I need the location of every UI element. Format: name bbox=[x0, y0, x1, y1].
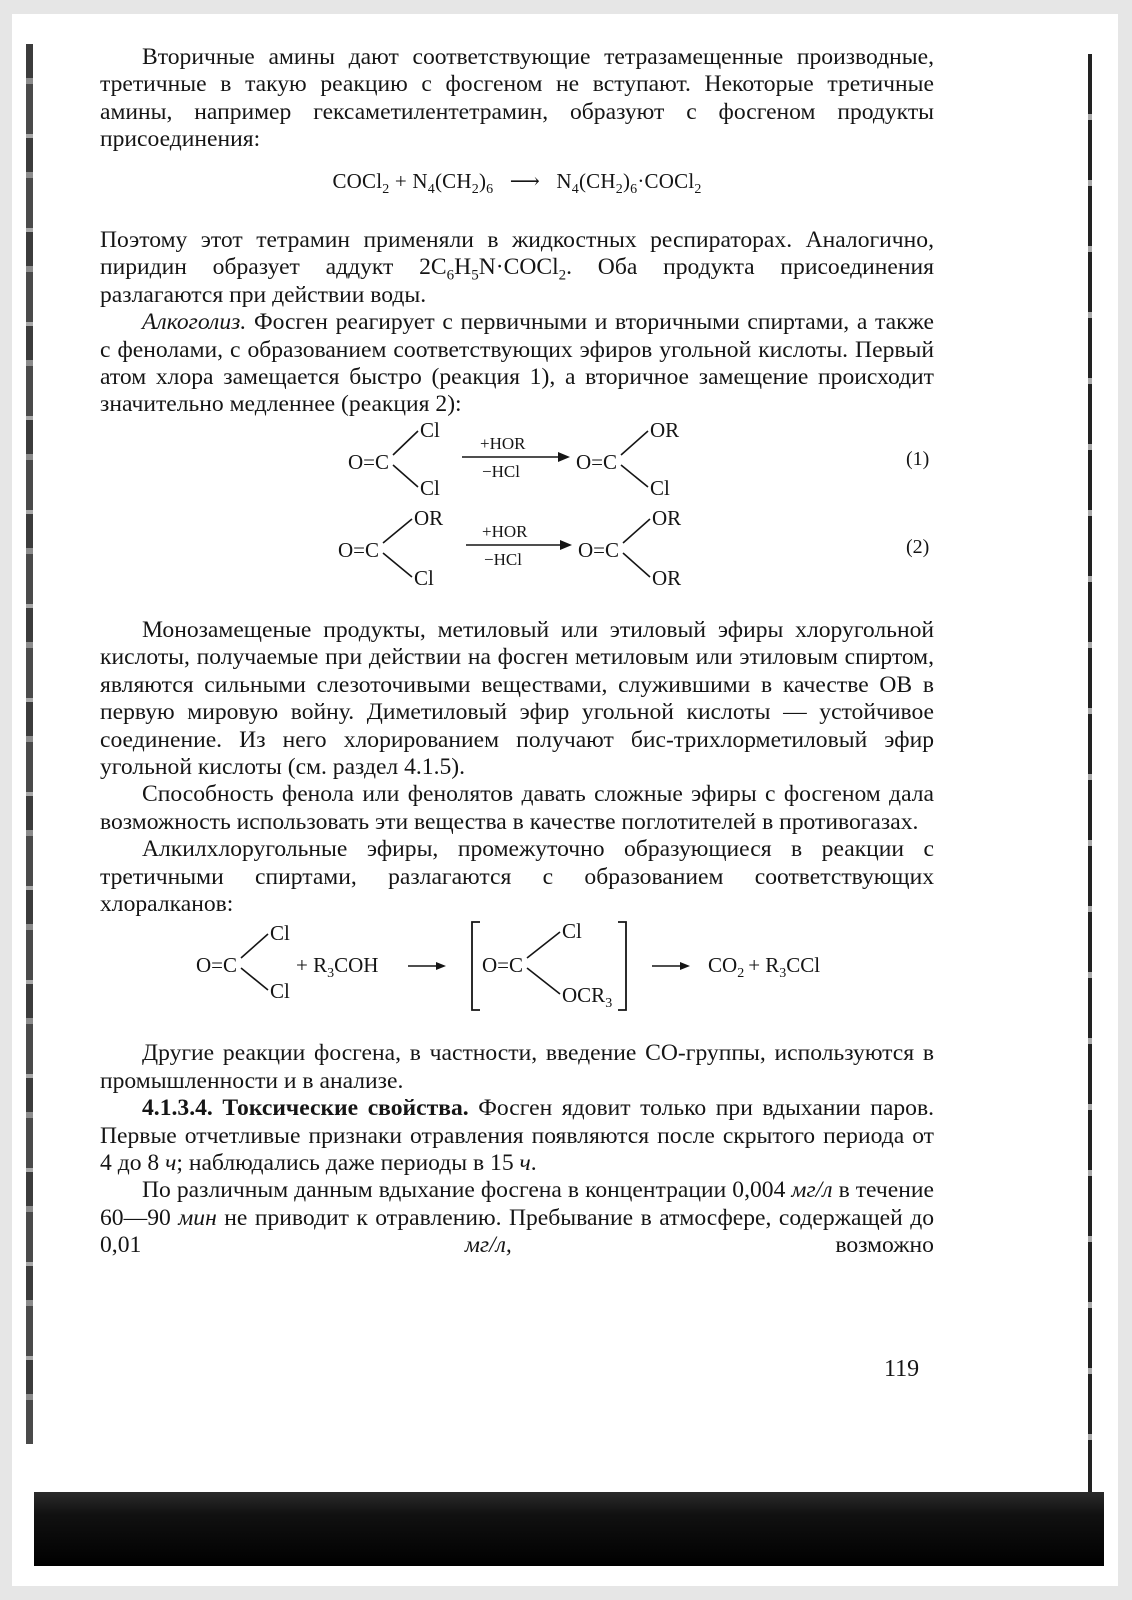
r3-arrow2-head bbox=[680, 962, 690, 970]
r2-or-top: OR bbox=[414, 505, 444, 530]
r2-arrow-head bbox=[560, 540, 572, 550]
paragraph-amines: Вторичные амины дают соответствующие тетразамещенные производные, третичные в такую реакцию с фосгеном не вступают. Некоторые третичные амины, например гексаметилентетрамин, образуют с фосгеном продукты присоединения: bbox=[100, 44, 934, 153]
page-text bbox=[100, 44, 934, 1260]
paragraph-phenol: Способность фенола или фенолятов давать сложные эфиры с фосгеном дала возможность использовать эти вещества в качестве поглотителей в противогазах. bbox=[100, 781, 934, 835]
r1-bond-bottom bbox=[393, 465, 418, 487]
r3-bond-bottom bbox=[241, 968, 268, 990]
r2-right-oc: O=C bbox=[578, 537, 620, 562]
paragraph-toxicity: 4.1.3.4. Токсические свойства. Фосген ядовит только при вдыхании паров. Первые отчетливые признаки отравления появляются после скрытого периода от 4 до 8 ч; наблюдались даже периоды в 15 ч. bbox=[100, 1095, 934, 1176]
r2-or-right-top: OR bbox=[652, 505, 682, 530]
r3-cl-bottom: Cl bbox=[270, 979, 290, 1004]
toxicity-heading: 4.1.3.4. Токсические свойства. bbox=[142, 1095, 469, 1122]
paragraph-other-reactions: Другие реакции фосгена, в частности, введение CO-группы, используются в промышленности и в анализе. bbox=[100, 1040, 934, 1094]
r1-cl-top: Cl bbox=[420, 418, 440, 442]
r2-bond-top bbox=[383, 519, 412, 543]
r2-number: (2) bbox=[906, 535, 930, 558]
r1-above-arrow: +HOR bbox=[480, 433, 526, 453]
r2-right-bond-top bbox=[623, 519, 650, 543]
r3-cl-top: Cl bbox=[270, 921, 290, 946]
r3-bracket-left bbox=[472, 922, 480, 1010]
paragraph-alkylchlorocarbonates: Алкилхлоругольные эфиры, промежуточно образующиеся в реакции с третичными спиртами, разлагаются с образованием соответствующих хлоралканов: bbox=[100, 836, 934, 917]
r1-left-oc: O=C bbox=[348, 449, 390, 474]
r2-below-arrow: −HCl bbox=[484, 549, 522, 569]
r3-arrow1-head bbox=[436, 962, 446, 970]
r3-inner-ocr: $OCR_3$ bbox=[562, 983, 613, 1012]
reaction-3 bbox=[100, 918, 934, 1020]
r2-right-bond-bottom bbox=[623, 553, 650, 577]
r3-bracket-right bbox=[618, 922, 626, 1010]
reaction-1 bbox=[100, 419, 934, 505]
paragraph-concentration: По различным данным вдыхание фосгена в концентрации 0,004 мг/л в течение 60—90 мин не приводит к отравлению. Пребывание в атмосфере, содержащей до 0,01 мг/л, возможно bbox=[100, 1177, 935, 1259]
r1-right-bond-top bbox=[621, 431, 648, 455]
r2-left-oc: O=C bbox=[338, 537, 380, 562]
r3-inner-cl: Cl bbox=[562, 919, 582, 944]
reaction-2 bbox=[100, 505, 934, 603]
r1-below-arrow: −HCl bbox=[482, 461, 520, 481]
r1-or-top: OR bbox=[650, 418, 680, 442]
r3-reagent: + $R_3COH$ bbox=[296, 953, 379, 982]
formula-hexamine-adduct: COCl$_2$ + $N_4(CH_2)_6$ ⟶ $N_4(CH_2)_6\cdot COCl_2$ bbox=[332, 168, 702, 197]
r1-cl-right: Cl bbox=[650, 475, 670, 500]
r1-cl-bottom: Cl bbox=[420, 475, 440, 500]
r1-number: (1) bbox=[906, 447, 930, 470]
r1-right-bond-bottom bbox=[621, 465, 648, 487]
r3-inner-bond-bottom bbox=[527, 968, 560, 994]
r2-above-arrow: +HOR bbox=[482, 521, 528, 541]
r2-cl-bottom: Cl bbox=[414, 565, 434, 590]
alcoholysis-heading: Алкоголиз. bbox=[142, 309, 247, 336]
paragraph-monosubstituted: Монозамещеные продукты, метиловый или этиловый эфиры хлоругольной кислоты, получаемые при действии на фосген метиловым или этиловым спиртом, являются сильными слезоточивыми веществами, служившими в качестве ОВ в первую мировую войну. Диметиловый эфир угольной кислоты — устойчивое соединение. Из него хлорированием получают бис-трихлорметиловый эфир угольной кислоты (см. раздел 4.1.5). bbox=[100, 616, 934, 780]
r3-inner-oc: O=C bbox=[482, 953, 524, 978]
paragraph-alcoholysis: Алкоголиз. Фосген реагирует с первичными и вторичными спиртами, а также с фенолами, с образованием соответствующих эфиров угольной кислоты. Первый атом хлора замещается быстро (реакция 1), а вторичное замещение происходит значительно медленнее (реакция 2): bbox=[100, 309, 934, 418]
r1-bond-top bbox=[393, 431, 418, 455]
r3-bond-top bbox=[241, 934, 268, 958]
scan-bottom-edge-shadow bbox=[34, 1492, 1104, 1566]
r2-bond-bottom bbox=[383, 553, 412, 577]
r3-left-oc: O=C bbox=[196, 953, 238, 978]
page-number: 119 bbox=[884, 1356, 920, 1382]
r2-or-right-bottom: OR bbox=[652, 565, 682, 590]
formula-arrow: ⟶ bbox=[509, 168, 541, 193]
r3-inner-bond-top bbox=[527, 932, 560, 958]
r3-products: $CO_2 + R_3CCl$ bbox=[708, 953, 821, 982]
scan-right-edge-shadow bbox=[1088, 54, 1092, 1494]
paragraph-pyridine: Поэтому этот тетрамин применяли в жидкостных респираторах. Аналогично, пиридин образует аддукт $2C_6H_5N\cdot COCl_2$. Оба продукта присоединения разлагаются при действии воды. bbox=[100, 227, 934, 308]
scan-left-edge-shadow bbox=[26, 44, 33, 1444]
r1-arrow-head bbox=[558, 452, 570, 462]
r1-right-oc: O=C bbox=[576, 449, 618, 474]
